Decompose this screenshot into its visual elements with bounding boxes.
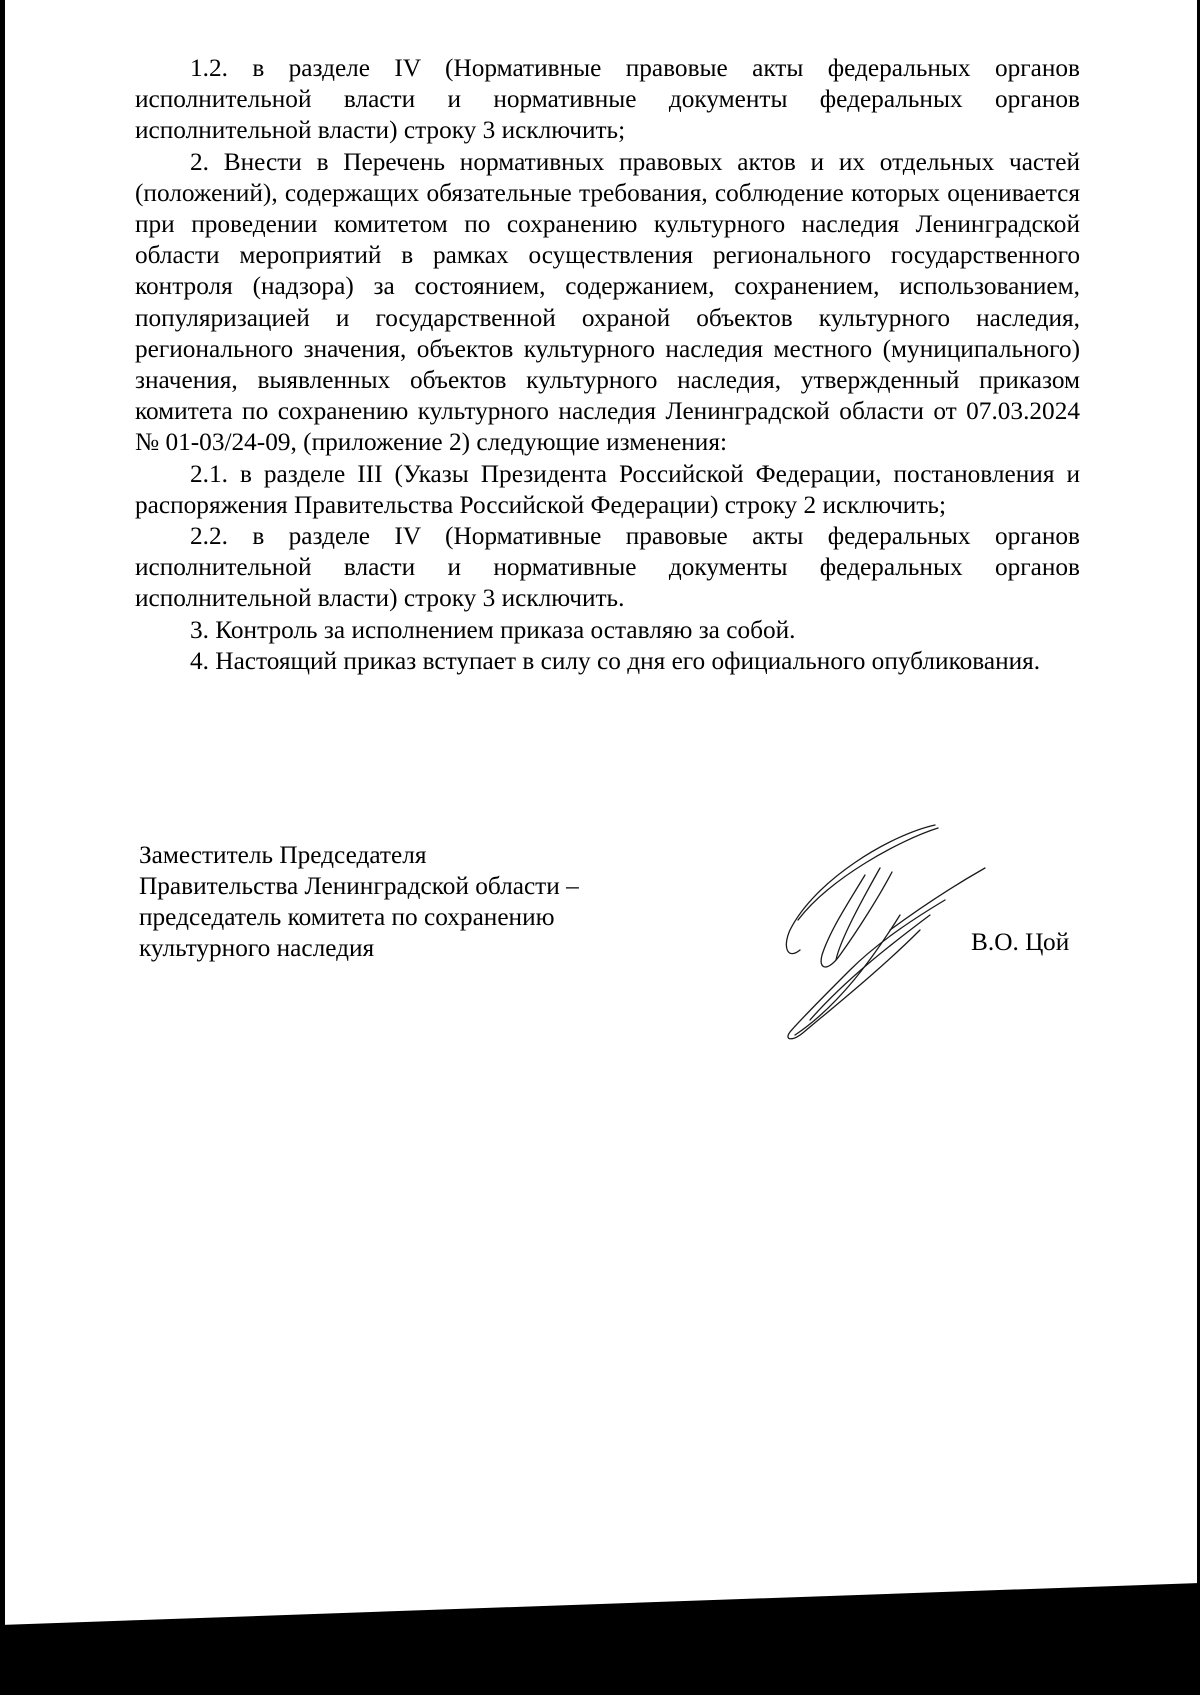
paragraph-4: 4. Настоящий приказ вступает в силу со дня его официального опубликования. — [190, 646, 1041, 675]
scan-edge-left — [0, 0, 5, 1695]
signatory-title-line: Правительства Ленинградской области – — [139, 872, 579, 900]
signatory-title-line: культурного наследия — [139, 934, 375, 962]
paragraph-2: 2. Внести в Перечень нормативных правовых актов и их отдельных частей (положений), содержащих обязательные требования, соблюдение которых оценивается при проведении комитетом по сохранению культурного наследия Ленинградской области мероприятий в рамках осуществления регионального государственного контроля (надзора) за состоянием, содержанием, сохранением, использованием, популяризацией и государственной охраной объектов культурного наследия, регионального значения, объектов культурного наследия местного (муниципального) значения, выявленных объектов культурного наследия, утвержденный приказом комитета по сохранению культурного наследия Ленинградской области от 07.03.2024 № 01-03/24-09, (приложение 2) следующие изменения: — [135, 147, 1080, 457]
signatory-name: В.О. Цой — [971, 928, 1070, 956]
signatory-title-line: председатель комитета по сохранению — [139, 903, 555, 931]
paragraph-2-1: 2.1. в разделе III (Указы Президента Российской Федерации, постановления и распоряжения Правительства Российской Федерации) строку 2 исключить; — [135, 459, 1080, 519]
document-body — [135, 53, 1080, 677]
paragraph-3: 3. Контроль за исполнением приказа оставляю за собой. — [190, 615, 796, 644]
handwritten-signature — [770, 820, 1000, 1040]
signatory-title — [139, 840, 579, 964]
scan-bottom-border — [0, 1583, 1200, 1695]
signatory-title-line: Заместитель Председателя — [139, 841, 427, 869]
paragraph-1-2: 1.2. в разделе IV (Нормативные правовые акты федеральных органов исполнительной власти и нормативные документы федеральных органов исполнительной власти) строку 3 исключить; — [135, 54, 1080, 145]
paragraph-2-2: 2.2. в разделе IV (Нормативные правовые акты федеральных органов исполнительной власти и нормативные документы федеральных органов исполнительной власти) строку 3 исключить. — [135, 522, 1080, 613]
